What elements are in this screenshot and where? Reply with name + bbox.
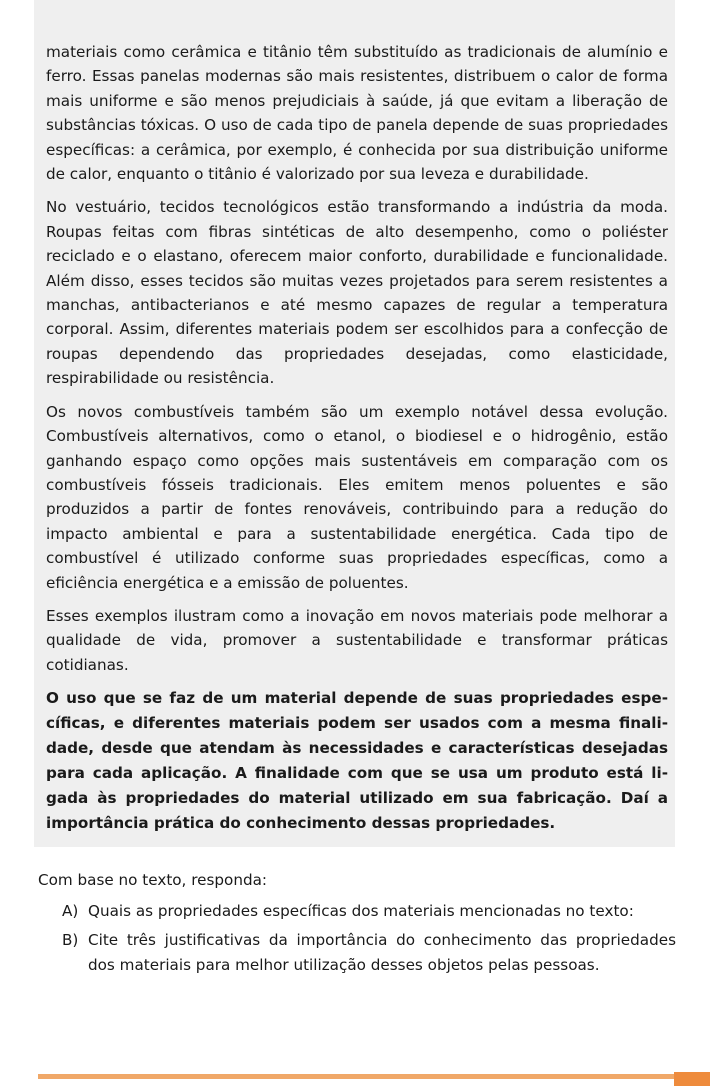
- paragraph-summary: Esses exemplos ilustram como a inovação em novos materiais pode melhorar a qualidade de vida, promover a sustentabilidade e transformar práticas cotidianas.: [46, 606, 668, 674]
- questions-intro: Com base no texto, responda:: [38, 871, 268, 889]
- question-b: [62, 928, 676, 978]
- reading-text-box: [34, 0, 675, 847]
- question-text: Quais as propriedades específicas dos materiais mencionadas no texto:: [88, 902, 634, 920]
- question-text: Cite três justificativas da importância do conhecimento das propriedades dos materiais para melhor utilização desses objetos pelas pessoas.: [88, 931, 676, 974]
- footer-divider: [38, 1074, 710, 1079]
- questions-section: [38, 868, 676, 978]
- paragraph-clothing: No vestuário, tecidos tecnológicos estão transformando a indústria da moda. Roupas feitas com fibras sintéticas de alto desempenho, como o poliéster reciclado e o elastano, oferecem maior conforto, durabilidade e funcionalidade. Além disso, esses tecidos são muitas vezes projetados para serem resistentes a manchas, antibacterianos e até mesmo capazes de regular a temperatura corporal. Assim, diferentes materiais podem ser escolhidos para a confecção de roupas dependendo das propriedades desejadas, como elasticidade, respirabilidade ou resistência.: [46, 198, 668, 388]
- footer-tab: [674, 1072, 710, 1086]
- paragraph-key-concept: O uso que se faz de um material depende de suas propriedades específicas, e diferentes materiais podem ser usados com a mesma finalidade, desde que atendam às necessidades e características desejadas para cada aplicação. A finalidade com que se usa um produto está ligada às propriedades do material utilizado em sua fabricação. Daí a importância prática do conhecimento dessas propriedades.: [46, 689, 668, 833]
- paragraph-cookware: materiais como cerâmica e titânio têm substituído as tradicionais de alumínio e ferro. Essas panelas modernas são mais resistentes, distribuem o calor de forma mais uniforme e são menos prejudiciais à saúde, já que evitam a liberação de substâncias tóxicas. O uso de cada tipo de panela depende de suas propriedades específicas: a cerâmica, por exemplo, é conhecida por sua distribuição uniforme de calor, enquanto o titânio é valorizado por sua leveza e durabilidade.: [46, 43, 668, 184]
- question-a: [62, 899, 676, 924]
- question-letter: B): [62, 931, 79, 949]
- question-letter: A): [62, 902, 79, 920]
- paragraph-fuels: Os novos combustíveis também são um exemplo notável dessa evolução. Combustíveis alternativos, como o etanol, o biodiesel e o hidrogênio, estão ganhando espaço como opções mais sustentáveis em comparação com os combustíveis fósseis tradicionais. Eles emitem menos poluentes e são produzidos a partir de fontes renováveis, contribuindo para a redução do impacto ambiental e para a sustentabilidade energética. Cada tipo de combustível é utilizado conforme suas propriedades específicas, como a eficiência energética e a emissão de poluentes.: [46, 402, 668, 592]
